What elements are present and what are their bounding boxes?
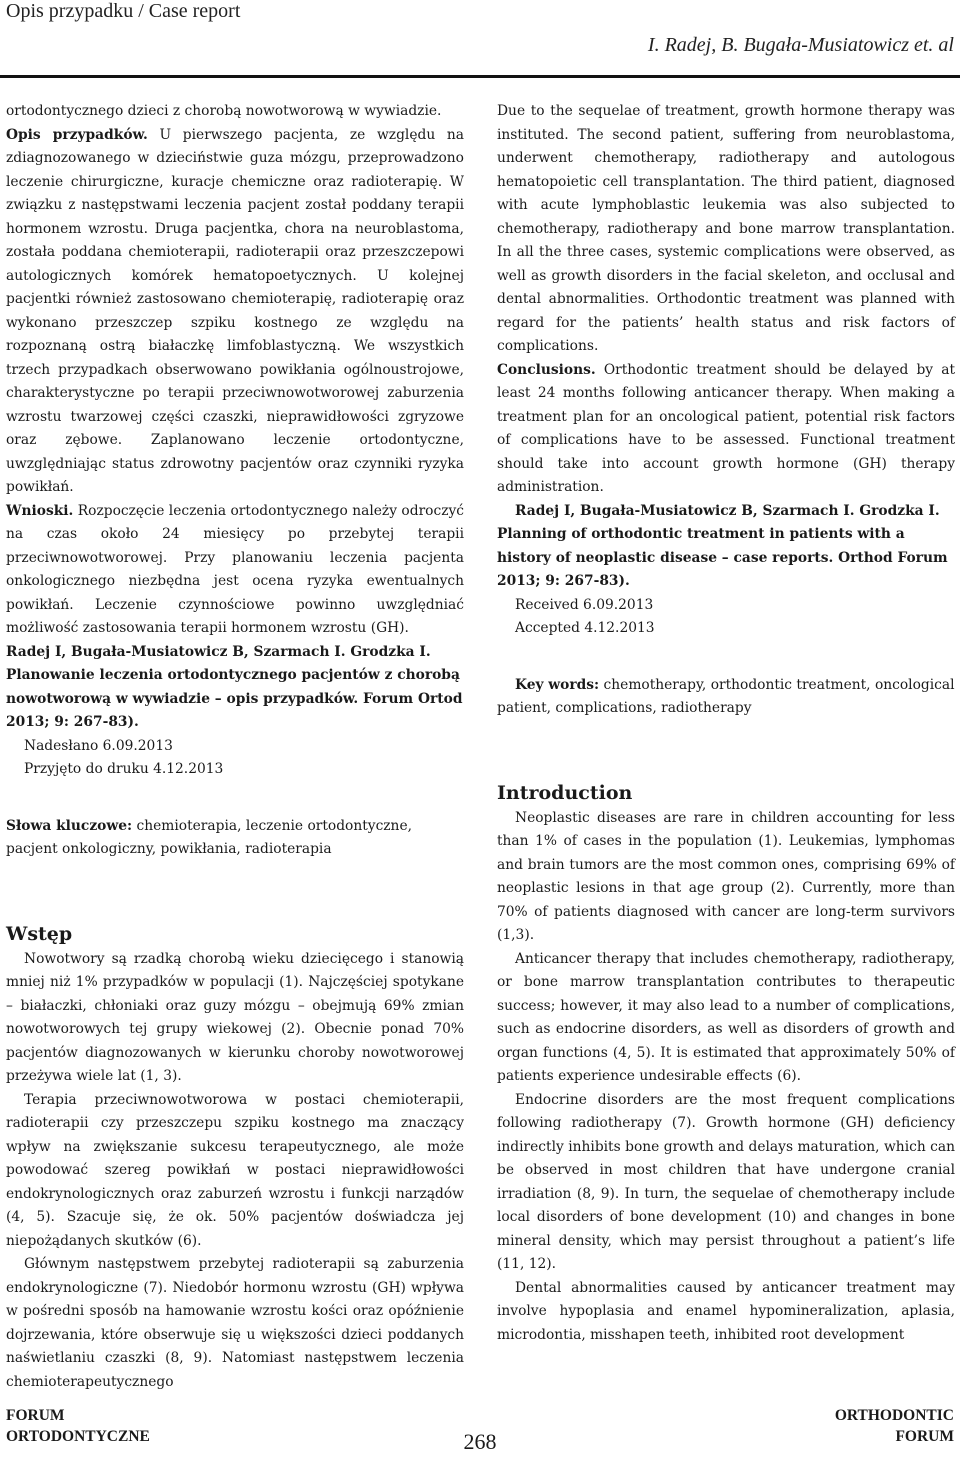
accepted-date: Przyjęto do druku 4.12.2013	[24, 761, 224, 777]
case-label: Opis przypadków.	[6, 126, 148, 143]
intro-paragraph-2: Anticancer therapy that includes chemotherapy, radiotherapy, or bone marrow transplantation contributes to therapeutic success; however, it may also lead to a number of complications, such as endocrine disorders, as well as disorders of growth and organ functions (4, 5). It is estimated that approximately 50% of patients experience undesirable effects (6).	[497, 950, 955, 1084]
case-description	[6, 124, 464, 500]
conclusions-text: Rozpoczęcie leczenia ortodontycznego należy odroczyć na czas około 24 miesięcy po przebytej terapii przeciwnowotworowej. Przy planowaniu leczenia pacjenta onkologicznego niezbędna jest ocena ryzyka ewentualnych powikłań. Leczenie czynnościowe powinno uwzględniać możliwość zastosowania terapii hormonem wzrostu (GH).	[6, 502, 464, 636]
keywords	[6, 815, 464, 862]
received-date: Nadesłano 6.09.2013	[24, 737, 173, 754]
keywords-text: chemotherapy, orthodontic treatment, oncological patient, complications, radiotherapy	[497, 676, 955, 716]
right-column-english	[497, 100, 955, 1347]
citation: Radej I, Bugała-Musiatowicz B, Szarmach I. Grodzka I. Planowanie leczenia ortodontycznego pacjentów z chorobą nowotworową w wywiadzie – opis przypadków. Forum Ortod 2013; 9: 267-83).	[6, 643, 463, 730]
page-footer	[0, 1405, 960, 1457]
accepted-date: Accepted 4.12.2013	[515, 620, 655, 636]
left-column-polish	[6, 100, 464, 1394]
abstract-fragment-text: ortodontycznego dzieci z chorobą nowotworową w wywiadzie.	[6, 103, 442, 119]
intro-paragraph-1: Neoplastic diseases are rare in children accounting for less than 1% of cases in the population (1). Leukemias, lymphomas and brain tumors are the most common ones, comprising 69% of neoplastic lesions in that age group (2). Currently, more than 70% of patients diagnosed with cancer are long-term survivors (1,3).	[497, 809, 955, 943]
abstract-fragment	[6, 100, 464, 124]
journal-name-english	[835, 1405, 954, 1447]
journal-name-line: ORTODONTYCZNE	[6, 1428, 150, 1445]
journal-name-line: ORTHODONTIC	[834, 1407, 954, 1424]
section-heading: Introduction	[497, 781, 633, 804]
keywords-text: chemioterapia, leczenie ortodontyczne, pacjent onkologiczny, powikłania, radioterapia	[6, 817, 412, 857]
conclusions-label: Wnioski.	[6, 502, 74, 519]
citation: Radej I, Bugała-Musiatowicz B, Szarmach I. Grodzka I. Planning of orthodontic treatment in patients with a history of neoplastic disease – case reports. Orthod Forum 2013; 9: 267-83).	[497, 502, 948, 589]
section-heading: Wstęp	[6, 922, 73, 945]
keywords	[497, 674, 955, 721]
conclusions-text: Orthodontic treatment should be delayed by at least 24 months following anticancer therapy. When making a treatment plan for an oncological patient, potential risk factors of complications have to be assessed. Functional treatment should take into account growth hormone (GH) therapy administration.	[497, 361, 955, 495]
conclusions	[6, 500, 464, 641]
keywords-label: Key words:	[515, 676, 600, 693]
intro-paragraph-3: Endocrine disorders are the most frequent complications following radiotherapy (7). Growth hormone (GH) deficiency indirectly inhibits bone growth and delays maturation, which can be observed in most children that have undergone cranial irradiation (8, 9). In turn, the sequelae of chemotherapy include local disorders of bone development (10) and changes in bone mineral density, which may persist throughout a patient’s life (11, 12).	[497, 1091, 955, 1272]
received-date: Received 6.09.2013	[515, 596, 654, 613]
running-authors: I. Radej, B. Bugała-Musiatowicz et. al	[647, 34, 954, 56]
header-rule	[0, 75, 960, 78]
journal-name-line: FORUM	[6, 1407, 65, 1424]
conclusions	[497, 359, 955, 500]
abstract-fragment: Due to the sequelae of treatment, growth hormone therapy was instituted. The second patient, suffering from neuroblastoma, underwent chemotherapy, radiotherapy and autologous hematopoietic cell transplantation. The third patient, diagnosed with acute lymphoblastic leukemia was also subjected to chemotherapy, radiotherapy and bone marrow transplantation. In all the three cases, systemic complications were observed, as well as growth disorders in the facial skeleton, and occlusal and dental abnormalities. Orthodontic treatment was planned with regard for the patients’ health status and risk factors of complications.	[497, 103, 955, 354]
intro-paragraph-3: Głównym następstwem przebytej radioterapii są zaburzenia endokrynologiczne (7). Niedobór hormonu wzrostu (GH) wpływa w pośredni sposób na hamowanie wzrostu kości oraz opóźnienie dojrzewania, które obserwuje się u większości dzieci poddanych naświetlaniu czaszki (8, 9). Natomiast następstwem leczenia chemioterapeutycznego	[6, 1256, 464, 1390]
intro-paragraph-4: Dental abnormalities caused by anticancer treatment may involve hypoplasia and enamel hypomineralization, aplasia, microdontia, misshapen teeth, inhibited root development	[497, 1279, 955, 1343]
intro-paragraph-2: Terapia przeciwnowotworowa w postaci chemioterapii, radioterapii czy przeszczepu szpiku kostnego ma znaczący wpływ na zwiększanie sukcesu terapeutycznego, ale może powodować szereg powikłań w postaci nieprawidłowości endokrynologicznych oraz zaburzeń wzrostu i funkcji narządów (4, 5). Szacuje się, że ok. 50% pacjentów doświadcza jej niepożądanych skutków (6).	[6, 1091, 464, 1249]
conclusions-label: Conclusions.	[497, 361, 596, 378]
intro-paragraph-1: Nowotwory są rzadką chorobą wieku dziecięcego i stanowią mniej niż 1% przypadków w populacji (1). Najczęściej spotykane – białaczki, chłoniaki oraz guzy mózgu – obejmują 69% zmian nowotworowych tej grupy wiekowej (2). Obecnie ponad 70% pacjentów diagnozowanych w kierunku choroby nowotworowej przeżywa wiele lat (1, 3).	[6, 950, 464, 1084]
case-text: U pierwszego pacjenta, ze względu na zdiagnozowanego w dzieciństwie guza mózgu, przeprowadzono leczenie chirurgiczne, kuracje chemiczne oraz radioterapię. W związku z następstwami leczenia pacjent został poddany terapii hormonem wzrostu. Druga pacjentka, chora na neuroblastoma, została poddana chemioterapii, radioterapii oraz przeszczepowi autologicznych komórek hematopoetycznych. U kolejnej pacjentki również zastosowano chemioterapię, radioterapię oraz wykonano przeszczep szpiku kostnego ze względu na rozpoznaną ostrą białaczkę limfoblastyczną. We wszystkich trzech przypadkach obserwowano powikłania ogólnoustrojowe, charakterystyczne po terapii przeciwnowotworowej zaburzenia wzrostu twarzowej części czaszki, nieprawidłowości zgryzowe oraz zębowe. Zaplanowano leczenie ortodontyczne, uwzględniając status zdrowotny pacjentów oraz czynniki ryzyka powikłań.	[6, 126, 464, 495]
page-number: 268	[463, 1429, 497, 1454]
page-header	[0, 0, 960, 86]
section-type-title: Opis przypadku / Case report	[6, 0, 241, 22]
journal-name-line: FORUM	[895, 1428, 954, 1445]
keywords-label: Słowa kluczowe:	[6, 817, 133, 834]
